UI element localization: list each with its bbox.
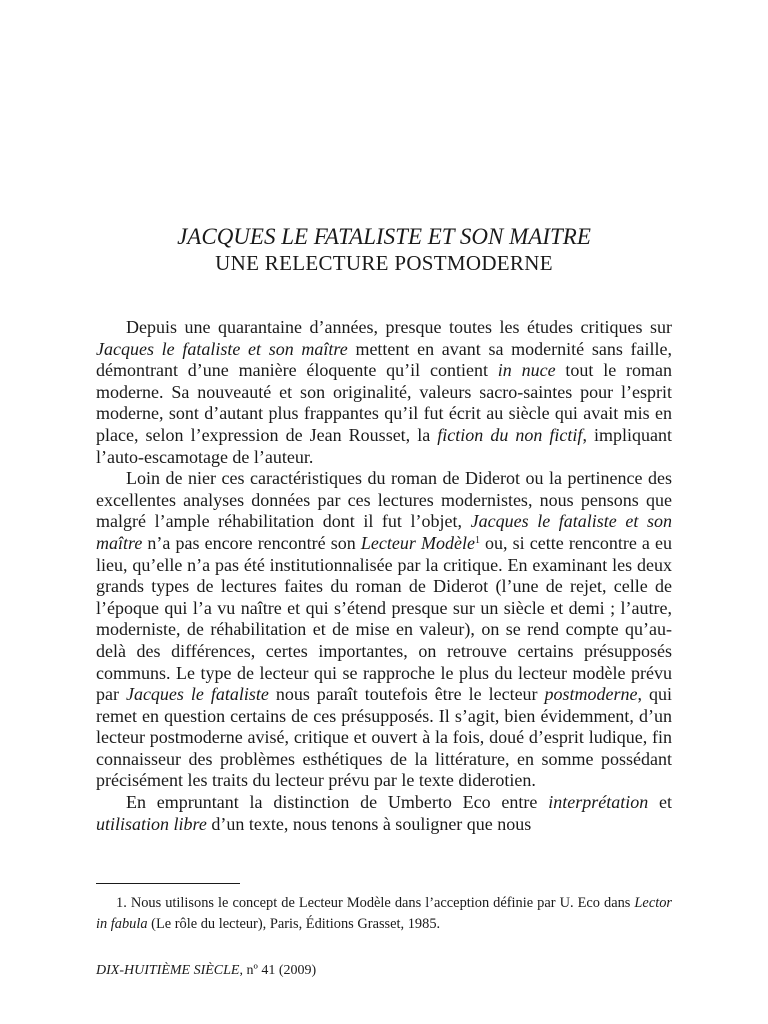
- p1-text-2: mettent en avant sa modernité sans faille, démontrant d’une manière éloquente qu’il contient: [96, 338, 672, 381]
- paragraph-2: [96, 468, 672, 792]
- footnote-ref[interactable]: 1: [474, 534, 480, 546]
- paragraph-1: [96, 317, 672, 468]
- page-footer: [96, 963, 316, 979]
- p2-text-2: n’a pas encore rencontré son: [142, 532, 361, 553]
- article-body: [96, 317, 672, 835]
- p1-italic-3: fiction du non fictif: [437, 424, 583, 445]
- p1-text-1: Depuis une quarantaine d’années, presque toutes les études critiques sur: [126, 317, 672, 337]
- p3-text-1: En empruntant la distinction de Umberto Eco entre: [126, 792, 549, 813]
- footnote-divider: [96, 883, 240, 884]
- p1-italic-2: in nuce: [497, 360, 556, 381]
- p2-italic-1: Jacques le fataliste et son maître: [96, 511, 672, 553]
- p1-text-4: , impliquant l’auto-escamotage de l’auteur.: [96, 424, 672, 467]
- p3-text-3: d’un texte, nous tenons à souligner que nous: [206, 813, 532, 834]
- footnote-1: [96, 893, 672, 935]
- journal-issue: , nº 41 (2009): [239, 963, 317, 978]
- footnote-italic: Lector in fabula: [96, 895, 672, 932]
- p2-italic-4: postmoderne: [544, 684, 638, 705]
- title-subtitle: UNE RELECTURE POSTMODERNE: [215, 251, 553, 275]
- p3-italic-1: interprétation: [548, 792, 649, 813]
- article-title: [0, 224, 768, 276]
- p2-text-4: nous paraît toutefois être le lecteur: [268, 684, 545, 705]
- p3-italic-2: utilisation libre: [96, 813, 207, 834]
- p1-text-3: tout le roman moderne. Sa nouveauté et son originalité, valeurs sacro-saintes pour l’esprit moderne, sont d’autant plus frappantes qu’il fut écrit au siècle qui avait mis en place, selon l’expression de Jean Rousset, la: [96, 360, 672, 445]
- journal-name: DIX-HUITIÈME SIÈCLE: [96, 963, 240, 978]
- p2-text-3: ou, si cette rencontre a eu lieu, qu’elle n’a pas été institutionnalisée par la critique. En examinant les deux grands types de lectures faites du roman de Diderot (l’une de rejet, celle de l’époque qui l’a vu naître et qui s’étend presque sur un siècle et demi ; l’autre, moderniste, de réhabilitation et de mise en valeur), on se rend compte qu’au-delà des différences, certes importantes, on retrouve certains présupposés communs. Le type de lecteur qui se rapproche le plus du lecteur modèle prévu par: [96, 532, 672, 705]
- p2-text-5: , qui remet en question certains de ces présupposés. Il s’agit, bien évidemment, d’un lecteur postmoderne avisé, critique et ouvert à la fois, doué d’esprit ludique, fin connaisseur des problèmes esthétiques de la littérature, en somme possédant précisément les traits du lecteur prévu par le texte diderotien.: [96, 684, 672, 791]
- paragraph-3: [96, 792, 672, 835]
- p3-text-2: et: [648, 792, 672, 813]
- p2-text-1: Loin de nier ces caractéristiques du roman de Diderot ou la pertinence des excellentes analyses données par ces lectures modernistes, nous pensons que malgré l’ample réhabilitation dont il fut l’objet,: [96, 468, 672, 532]
- footnote-text-1: 1. Nous utilisons le concept de Lecteur Modèle dans l’acception définie par U. Eco dans: [116, 895, 635, 911]
- p2-italic-2: Lecteur Modèle: [360, 532, 475, 553]
- title-main: JACQUES LE FATALISTE ET SON MAITRE: [177, 224, 591, 249]
- p1-italic-1: Jacques le fataliste et son maître: [96, 338, 348, 359]
- p2-italic-3: Jacques le fataliste: [125, 684, 269, 705]
- footnote-text-2: (Le rôle du lecteur), Paris, Éditions Grasset, 1985.: [147, 916, 441, 932]
